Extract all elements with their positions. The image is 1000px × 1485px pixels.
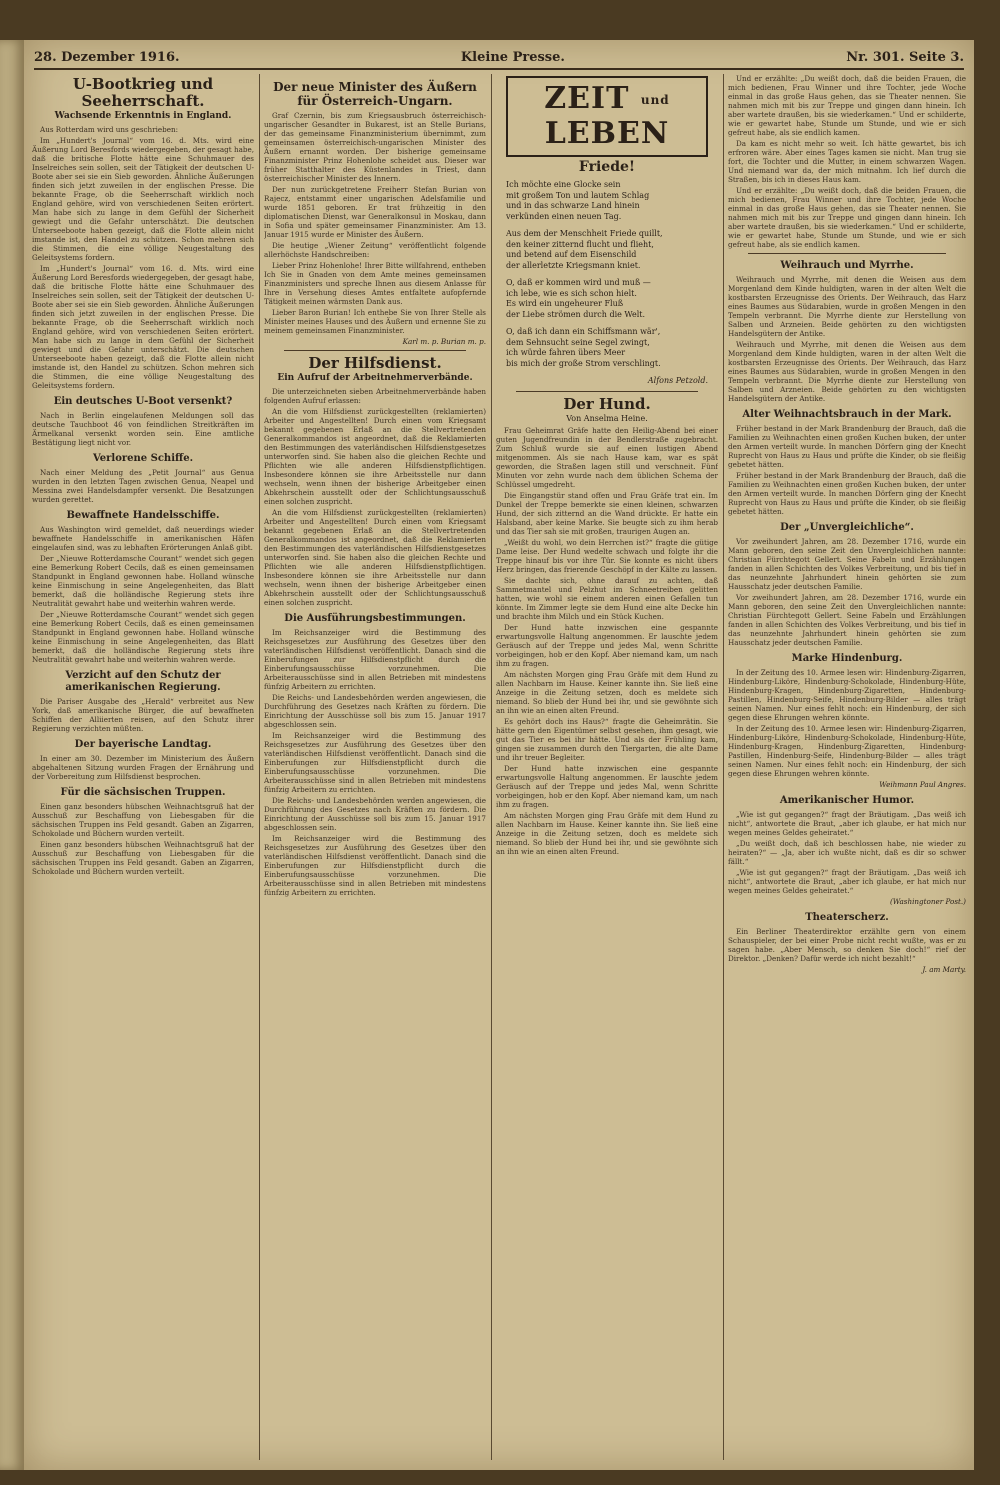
divider	[284, 350, 466, 351]
article-body: Lieber Baron Burian! Ich enthebe Sie von Ihrer Stelle als Minister meines Hauses und des Äußern und ernenne Sie zu meinem gemeinsamen Finanzminister.	[264, 308, 486, 335]
article-body: Früher bestand in der Mark Brandenburg der Brauch, daß die Familien zu Weihnachten einen großen Kuchen buken, der unter den Armen verteilt wurde. In manchen Dörfern ging der Knecht Ruprecht von Haus zu Haus und prüfte die Kinder, ob sie fleißig gebetet hätten.	[728, 424, 966, 469]
poem-line: ich lebe, wie es sich schon hielt.	[506, 288, 637, 298]
headline-weihnachtsbrauch: Alter Weihnachtsbrauch in der Mark.	[742, 409, 952, 420]
headline-handelsschiffe: Bewaffnete Handelsschiffe.	[66, 510, 220, 521]
article-body: In einer am 30. Dezember im Ministerium des Äußern abgehaltenen Sitzung wurden Fragen der Ernährung und der Vorbereitung zum Hilfsdienst besprochen.	[32, 754, 254, 781]
poem-line: O, daß er kommen wird und muß —	[506, 278, 651, 287]
article-body: Weihrauch und Myrrhe, mit denen die Weisen aus dem Morgenland dem Kinde huldigten, waren in der alten Welt die kostbarsten Erzeugnisse des Orients. Der Weihrauch, das Harz eines Baumes aus Südarabien, wurde in großen Mengen in den Tempeln verbrannt. Die Myrrhe diente zur Herstellung von Salben und Arzneien. Beide gehörten zu den wichtigsten Handelsgütern der Antike.	[728, 340, 966, 403]
article-body: Ein Berliner Theaterdirektor erzählte gern von einem Schauspieler, der bei einer Probe nicht recht wußte, was er zu sagen habe. „Aber Mensch, so denken Sie doch!“ rief der Direktor. „Denken? Dafür werde ich nicht bezahlt!“	[728, 927, 966, 963]
header-page-number: Nr. 301. Seite 3.	[846, 49, 964, 65]
headline-marke-hindenburg: Marke Hindenburg.	[791, 653, 903, 664]
article-body: Vor zweihundert Jahren, am 28. Dezember 1716, wurde ein Mann geboren, den seine Zeit den Unvergleichlichen nannte: Christian Fürchtegott Gellert. Seine Fabeln und Erzählungen fanden in allen Schichten des Volkes Verbreitung, und bis tief in das neunzehnte Jahrhundert hinein gehörten sie zum Hausschatz jeder deutschen Familie.	[728, 593, 966, 647]
article-body: In der Zeitung des 10. Armee lesen wir: Hindenburg-Zigarren, Hindenburg-Liköre, Hindenburg-Schokolade, Hindenburg-Hüte, Hindenburg-Kragen, Hindenburg-Zigaretten, Hindenburg-Pastillen, Hindenburg-Seife, Hindenburg-Bilder — alles trägt seinen Namen. Nur eines fehlt noch: ein Hindenburg, der sich gegen diese Ehrungen wehren könnte.	[728, 668, 966, 722]
header-title: Kleine Presse.	[460, 49, 565, 65]
headline-theaterscherz: Theaterscherz.	[805, 912, 889, 923]
poem-line: Aus dem der Menschheit Friede quillt,	[506, 229, 663, 238]
signature: Karl m. p. Burian m. p.	[402, 337, 486, 346]
column-3	[496, 74, 718, 1460]
poem-title: Friede!	[578, 159, 636, 175]
story-title: Der Hund.	[563, 394, 651, 413]
page-header	[34, 46, 964, 70]
article-body: Der nun zurückgetretene Freiherr Stefan Burian von Rajecz, entstammt einer ungarischen Adelsfamilie und wurde 1851 geboren. Er trat frühzeitig in den diplomatischen Dienst, war Generalkonsul in Moskau, dann in Sofia und später gemeinsamer Finanzminister. Am 13. Januar 1915 wurde er Minister des Äußern.	[264, 185, 486, 239]
divider	[748, 253, 946, 254]
article-body: Lieber Prinz Hohenlohe! Ihrer Bitte willfahrend, entheben Ich Sie in Gnaden von dem Amte meines gemeinsamen Finanzministers und spreche Ihnen aus diesem Anlasse für Ihre in Versehung dieses Amtes entfaltete aufopfernde Tätigkeit meinen wärmsten Dank aus.	[264, 261, 486, 306]
column-rule	[723, 74, 724, 1460]
poem-line: und in das schwarze Land hinein	[506, 201, 640, 210]
story-paragraph: Der Hund hatte inzwischen eine gespannte erwartungsvolle Haltung angenommen. Er lauschte jedem Geräusch auf der Treppe und jedes Mal, wenn Schritte vorbeigingen, hob er den Kopf. Aber niemand kam, um nach ihm zu fragen.	[496, 622, 718, 668]
subheadline: Ein Aufruf der Arbeitnehmerverbände.	[277, 373, 473, 383]
article-body: „Wie ist gut gegangen?“ fragt der Bräutigam. „Das weiß ich nicht“, antwortete die Braut, „aber ich glaube, er hat mich nur wegen meines Geldes geheiratet.“	[728, 868, 966, 895]
column-rule	[259, 74, 260, 1460]
column-4	[728, 74, 966, 1460]
article-body: Nach einer Meldung des „Petit Journal“ aus Genua wurden in den letzten Tagen zwischen Genua, Neapel und Messina zwei Handelsdampfer versenkt. Die Besatzungen wurden gerettet.	[32, 468, 254, 504]
story-paragraph: Am nächsten Morgen ging Frau Gräfe mit dem Hund zu allen Nachbarn im Hause. Keiner kannte ihn. Sie ließ eine Anzeige in die Zeitung setzen, doch es meldete sich niemand. So blieb der Hund bei ihr, und sie gewöhnte sich an ihn wie an einen alten Freund.	[496, 810, 718, 856]
poem-line: der Liebe strömen durch die Welt.	[506, 309, 646, 319]
article-body: „Du weißt doch, daß ich beschlossen habe, nie wieder zu heiraten?“ — „Ja, aber ich wußte nicht, daß es dir so schwer fällt.“	[728, 839, 966, 866]
headline-weihrauch: Weihrauch und Myrrhe.	[780, 260, 914, 271]
article-body: Einen ganz besonders hübschen Weihnachtsgruß hat der Ausschuß zur Beschaffung von Liebesgaben für die sächsischen Truppen ins Feld gesandt. Gaben an Zigarren, Schokolade und Büchern wurden verteilt.	[32, 840, 254, 876]
article-body: An die vom Hilfsdienst zurückgestellten (reklamierten) Arbeiter und Angestellten! Durch einen vom Kriegsamt bekannt gegebenen Erlaß an die Stellvertretenden Generalkommandos ist angeordnet, daß die Reklamierten den Bestimmungen des vaterländischen Hilfsdienstgesetzes unterworfen sind. Sie haben also die gleichen Rechte und Pflichten wie alle anderen Hilfsdienstpflichtigen. Insbesondere können sie ihre Arbeitsstelle nur dann wechseln, wenn ihnen der bisherige Arbeitgeber einen Abkehrschein ausstellt oder der Schlichtungsausschuß einen solchen zuspricht.	[264, 508, 486, 607]
poem-line: dem Sehnsucht seine Segel zwingt,	[506, 337, 650, 347]
story-paragraph: Frau Geheimrat Gräfe hatte den Heilig-Abend bei einer guten Jugendfreundin in der Bendlerstraße zugebracht. Zum Schluß wurde sie auf einen lustigen Abend mitgenommen. Als sie nach Hause kam, war es spät geworden, die Straßen lagen still und verschneit. Fünf Minuten vor zehn wurde nach dem üblichen Schema der Schlüssel umgedreht.	[496, 425, 718, 489]
newspaper-page	[24, 40, 974, 1470]
article-body: Die unterzeichneten sieben Arbeitnehmerverbände haben folgenden Aufruf erlassen:	[264, 387, 486, 405]
article-body: In der Zeitung des 10. Armee lesen wir: Hindenburg-Zigarren, Hindenburg-Liköre, Hindenburg-Schokolade, Hindenburg-Hüte, Hindenburg-Kragen, Hindenburg-Zigaretten, Hindenburg-Pastillen, Hindenburg-Seife, Hindenburg-Bilder — alles trägt seinen Namen. Nur eines fehlt noch: ein Hindenburg, der sich gegen diese Ehrungen wehren könnte.	[728, 724, 966, 778]
poem-line: der allerletzte Kriegsmann kniet.	[506, 260, 641, 270]
headline-hilfsdienst: Der Hilfsdienst.	[308, 354, 442, 372]
article-body: Im „Hundert's Journal“ vom 16. d. Mts. wird eine Äußerung Lord Beresfords wiedergegeben, der gesagt habe, daß die britische Flotte hätte eine Schuhmauer des Inselreiches sein sollen, seit der Tätigkeit der deutschen U-Boote aber sei sie ein Sieb geworden. Ähnliche Äußerungen finden sich jetzt zuweilen in der englischen Presse. Die bekannte Frage, ob die Seeherrschaft wirklich noch England gehöre, wird von verschiedenen Seiten erörtert. Man habe sich zu lange in dem Gefühl der Sicherheit gewiegt und die Gefahr unterschätzt. Die deutschen Unterseeboote haben gezeigt, daß die Flotte allein nicht imstande ist, den Handel zu schützen. Schon mehren sich die Stimmen, die eine völlige Neugestaltung des Geleitsystems fordern.	[32, 136, 254, 262]
article-body: Im Reichsanzeiger wird die Bestimmung des Reichsgesetzes zur Ausführung des Gesetzes über den vaterländischen Hilfsdienst veröffentlicht. Danach sind die Einberufungen zur Hilfsdienstpflicht durch die Einberufungsausschüsse vorzunehmen. Die Arbeiterausschüsse sind in allen Betrieben mit mindestens fünfzig Arbeitern zu errichten.	[264, 628, 486, 691]
story-paragraph: Die Eingangstür stand offen und Frau Gräfe trat ein. Im Dunkel der Treppe bemerkte sie einen kleinen, schwarzen Hund, der sich zitternd an die Wand drückte. Er hatte ein Halsband, aber keine Marke. Sie beugte sich zu ihm herab und das Tier sah sie mit großen, traurigen Augen an.	[496, 490, 718, 536]
poem-line: bis mich der große Strom verschlingt.	[506, 358, 661, 368]
story-continued: Da kam es nicht mehr so weit. Ich hätte gewartet, bis ich erfroren wäre. Aber eines Tages kamen sie nicht. Man trug sie fort, die Tochter und die Mutter, in einem schwarzen Wagen. Und niemand war da, der mich mitnahm. Ich lief durch die Straßen, bis ich in dieses Haus kam.	[728, 139, 966, 184]
column-1	[32, 74, 254, 1460]
story-paragraph: „Weißt du wohl, wo dein Herrchen ist?“ fragte die gütige Dame leise. Der Hund wedelte schwach und folgte ihr die Treppe hinauf bis vor ihre Tür. Sie konnte es nicht übers Herz bringen, das frierende Geschöpf in der Kälte zu lassen.	[496, 537, 718, 574]
headline-landtag: Der bayerische Landtag.	[74, 739, 212, 750]
story-continued: Und er erzählte: „Du weißt doch, daß die beiden Frauen, die mich bedienen, Frau Winner und ihre Tochter, jede Woche einmal in das große Haus gehen, das sie Theater nennen. Sie nahmen mich mit bis zur Treppe und gingen dann hinein. Ich aber wartete draußen, bis sie wiederkamen.“ Und er schilderte, wie er gewartet habe, Stunde um Stunde, und wie er sich gefreut habe, als sie endlich kamen.	[728, 186, 966, 249]
article-body: Die heutige „Wiener Zeitung“ veröffentlicht folgende allerhöchste Handschreiben:	[264, 241, 486, 259]
article-body: Im Reichsanzeiger wird die Bestimmung des Reichsgesetzes zur Ausführung des Gesetzes über den vaterländischen Hilfsdienst veröffentlicht. Danach sind die Einberufungen zur Hilfsdienstpflicht durch die Einberufungsausschüsse vorzunehmen. Die Arbeiterausschüsse sind in allen Betrieben mit mindestens fünfzig Arbeitern zu errichten.	[264, 731, 486, 794]
divider	[516, 391, 698, 392]
poem-stanza	[506, 327, 708, 369]
poem-line: den keiner zitternd flucht und flieht,	[506, 239, 654, 249]
article-body: Früher bestand in der Mark Brandenburg der Brauch, daß die Familien zu Weihnachten einen großen Kuchen buken, der unter den Armen verteilt wurde. In manchen Dörfern ging der Knecht Ruprecht von Haus zu Haus und prüfte die Kinder, ob sie fleißig gebetet hätten.	[728, 471, 966, 516]
headline-unvergleichliche: Der „Unvergleichliche“.	[780, 522, 914, 533]
article-body: Im Reichsanzeiger wird die Bestimmung des Reichsgesetzes zur Ausführung des Gesetzes über den vaterländischen Hilfsdienst veröffentlicht. Danach sind die Einberufungen zur Hilfsdienstpflicht durch die Einberufungsausschüsse vorzunehmen. Die Arbeiterausschüsse sind in allen Betrieben mit mindestens fünfzig Arbeitern zu errichten.	[264, 834, 486, 897]
article-body: Die Pariser Ausgabe des „Herald“ verbreitet aus New York, daß amerikanische Bürger, die auf bewaffneten Schiffen der Alliierten reisen, auf den Schutz ihrer Regierung verzichten müßten.	[32, 697, 254, 733]
poem-line: verkünden einen neuen Tag.	[506, 211, 622, 221]
poem-line: mit großem Ton und lautem Schlag	[506, 190, 650, 200]
article-body: Vor zweihundert Jahren, am 28. Dezember 1716, wurde ein Mann geboren, den seine Zeit den Unvergleichlichen nannte: Christian Fürchtegott Gellert. Seine Fabeln und Erzählungen fanden in allen Schichten des Volkes Verbreitung, und bis tief in das neunzehnte Jahrhundert hinein gehörten sie zum Hausschatz jeder deutschen Familie.	[728, 537, 966, 591]
headline-u-boot-versenkt: Ein deutsches U-Boot versenkt?	[53, 396, 233, 407]
binding-edge	[0, 40, 24, 1470]
poem-line: Es wird ein ungeheurer Fluß	[506, 299, 624, 308]
headline-verzicht: Verzicht auf den Schutz der amerikanischen Regierung.	[65, 670, 221, 693]
signature: J. am Marty.	[922, 965, 966, 974]
poem-line: Ich möchte eine Glocke sein	[506, 180, 621, 189]
story-byline: Von Anselma Heine.	[566, 413, 648, 423]
signature: Weihmann Paul Angres.	[879, 780, 966, 789]
article-body: „Wie ist gut gegangen?“ fragt der Bräutigam. „Das weiß ich nicht“, antwortete die Braut, „aber ich glaube, er hat mich nur wegen meines Geldes geheiratet.“	[728, 810, 966, 837]
section-banner-zeit-und-leben	[506, 76, 708, 157]
poem-line: ich würde fahren übers Meer	[506, 348, 626, 357]
subheadline: Wachsende Erkenntnis in England.	[54, 111, 232, 121]
headline-saechsische-truppen: Für die sächsischen Truppen.	[60, 787, 226, 798]
banner-word: und	[640, 93, 670, 107]
article-intro: Aus Rotterdam wird uns geschrieben:	[40, 125, 179, 134]
article-body: Einen ganz besonders hübschen Weihnachtsgruß hat der Ausschuß zur Beschaffung von Liebesgaben für die sächsischen Truppen ins Feld gesandt. Gaben an Zigarren, Schokolade und Büchern wurden verteilt.	[32, 802, 254, 838]
article-body: Die Reichs- und Landesbehörden werden angewiesen, die Durchführung des Gesetzes nach Kräften zu fördern. Die Einrichtung der Ausschüsse soll bis zum 15. Januar 1917 abgeschlossen sein.	[264, 693, 486, 729]
story-paragraph: Am nächsten Morgen ging Frau Gräfe mit dem Hund zu allen Nachbarn im Hause. Keiner kannte ihn. Sie ließ eine Anzeige in die Zeitung setzen, doch es meldete sich niemand. So blieb der Hund bei ihr, und sie gewöhnte sich an ihn wie an einen alten Freund.	[496, 669, 718, 715]
poem-stanza	[506, 180, 708, 222]
article-body: Aus Washington wird gemeldet, daß neuerdings wieder bewaffnete Handelsschiffe in amerikanischen Häfen eingelaufen sind, was zu lebhaften Erörterungen Anlaß gibt.	[32, 525, 254, 552]
poem-stanza	[506, 278, 708, 320]
article-body: Der „Nieuwe Rotterdamsche Courant“ wendet sich gegen eine Bemerkung Robert Cecils, daß es einen gemeinsamen Standpunkt in England gewonnen habe. Holland wünsche keine Einmischung in seine Angelegenheiten, das Blatt bemerkt, daß die holländische Regierung stets ihre Neutralität gewahrt habe und weiterhin wahren werde.	[32, 554, 254, 608]
headline-amerikanischer-humor: Amerikanischer Humor.	[779, 795, 915, 806]
banner-word: LEBEN	[544, 116, 670, 151]
header-date: 28. Dezember 1916.	[34, 49, 180, 65]
story-paragraph: Der Hund hatte inzwischen eine gespannte erwartungsvolle Haltung angenommen. Er lauschte jedem Geräusch auf der Treppe und jedes Mal, wenn Schritte vorbeigingen, hob er den Kopf. Aber niemand kam, um nach ihm zu fragen.	[496, 763, 718, 809]
headline-ausfuehrungsbestimmungen: Die Ausführungsbestimmungen.	[284, 613, 466, 624]
article-body: Weihrauch und Myrrhe, mit denen die Weisen aus dem Morgenland dem Kinde huldigten, waren in der alten Welt die kostbarsten Erzeugnisse des Orients. Der Weihrauch, das Harz eines Baumes aus Südarabien, wurde in großen Mengen in den Tempeln verbrannt. Die Myrrhe diente zur Herstellung von Salben und Arzneien. Beide gehörten zu den wichtigsten Handelsgütern der Antike.	[728, 275, 966, 338]
story-continued: Und er erzählte: „Du weißt doch, daß die beiden Frauen, die mich bedienen, Frau Winner und ihre Tochter, jede Woche einmal in das große Haus gehen, das sie Theater nennen. Sie nahmen mich mit bis zur Treppe und gingen dann hinein. Ich aber wartete draußen, bis sie wiederkamen.“ Und er schilderte, wie er gewartet habe, Stunde um Stunde, und wie er sich gefreut habe, als sie endlich kamen.	[728, 74, 966, 137]
story-paragraph: Sie dachte sich, ohne darauf zu achten, daß Sammetmantel und Pelzhut im Schneetreiben gelitten hatten, wie wohl sie einem anderen einen Gefallen tun könnte. Im Zimmer legte sie dem Hund eine alte Decke hin und brachte ihm Milch und ein Stück Kuchen.	[496, 575, 718, 621]
banner-word: ZEIT	[544, 81, 630, 116]
article-body: Die Reichs- und Landesbehörden werden angewiesen, die Durchführung des Gesetzes nach Kräften zu fördern. Die Einrichtung der Ausschüsse soll bis zum 15. Januar 1917 abgeschlossen sein.	[264, 796, 486, 832]
headline-verlorene-schiffe: Verlorene Schiffe.	[92, 453, 194, 464]
article-body: Im „Hundert's Journal“ vom 16. d. Mts. wird eine Äußerung Lord Beresfords wiedergegeben, der gesagt habe, daß die britische Flotte hätte eine Schuhmauer des Inselreiches sein sollen, seit der Tätigkeit der deutschen U-Boote aber sei sie ein Sieb geworden. Ähnliche Äußerungen finden sich jetzt zuweilen in der englischen Presse. Die bekannte Frage, ob die Seeherrschaft wirklich noch England gehöre, wird von verschiedenen Seiten erörtert. Man habe sich zu lange in dem Gefühl der Sicherheit gewiegt und die Gefahr unterschätzt. Die deutschen Unterseeboote haben gezeigt, daß die Flotte allein nicht imstande ist, den Handel zu schützen. Schon mehren sich die Stimmen, die eine völlige Neugestaltung des Geleitsystems fordern.	[32, 264, 254, 390]
article-body: An die vom Hilfsdienst zurückgestellten (reklamierten) Arbeiter und Angestellten! Durch einen vom Kriegsamt bekannt gegebenen Erlaß an die Stellvertretenden Generalkommandos ist angeordnet, daß die Reklamierten den Bestimmungen des vaterländischen Hilfsdienstgesetzes unterworfen sind. Sie haben also die gleichen Rechte und Pflichten wie alle anderen Hilfsdienstpflichtigen. Insbesondere können sie ihre Arbeitsstelle nur dann wechseln, wenn ihnen der bisherige Arbeitgeber einen Abkehrschein ausstellt oder der Schlichtungsausschuß einen solchen zuspricht.	[264, 407, 486, 506]
headline-neuer-minister: Der neue Minister des Äußern für Österreich-Ungarn.	[273, 80, 477, 108]
column-rule	[491, 74, 492, 1460]
columns	[32, 74, 966, 1460]
headline-u-bootkrieg: U-Bootkrieg und Seeherrschaft.	[72, 75, 214, 110]
story-paragraph: Es gehört doch ins Haus?“ fragte die Geheimrätin. Sie hätte gern den Eigentümer selbst gesehen, ihm gesagt, wie gut das Tier es bei ihr hätte. Und als der Frühling kam, gingen sie zusammen durch den Tiergarten, die alte Dame und ihr treuer Begleiter.	[496, 716, 718, 762]
article-body: Der „Nieuwe Rotterdamsche Courant“ wendet sich gegen eine Bemerkung Robert Cecils, daß es einen gemeinsamen Standpunkt in England gewonnen habe. Holland wünsche keine Einmischung in seine Angelegenheiten, das Blatt bemerkt, daß die holländische Regierung stets ihre Neutralität gewahrt habe und weiterhin wahren werde.	[32, 610, 254, 664]
article-body: Nach in Berlin eingelaufenen Meldungen soll das deutsche Tauchboot 46 von feindlichen Streitkräften im Ärmelkanal versenkt worden sein. Eine amtliche Bestätigung liegt nicht vor.	[32, 411, 254, 447]
column-2	[264, 74, 486, 1460]
poem-line: und betend auf dem Eisenschild	[506, 250, 637, 259]
article-body: Graf Czernin, bis zum Kriegsausbruch österreichisch-ungarischer Gesandter in Bukarest, ist an Stelle Burians, der das gemeinsame Finanzministerium übernimmt, zum gemeinsamen österreichisch-ungarischen Minister des Äußern ernannt worden. Der bisherige gemeinsame Finanzminister Prinz Hohenlohe scheidet aus. Dieser war früher Statthalter des Küstenlandes in Triest, dann österreichischer Minister des Innern.	[264, 111, 486, 183]
signature: (Washingtoner Post.)	[889, 897, 966, 906]
poem	[506, 180, 708, 387]
poem-line: O, daß ich dann ein Schiffsmann wär',	[506, 327, 661, 336]
poem-stanza	[506, 229, 708, 271]
poet-name: Alfons Petzold.	[647, 376, 708, 385]
